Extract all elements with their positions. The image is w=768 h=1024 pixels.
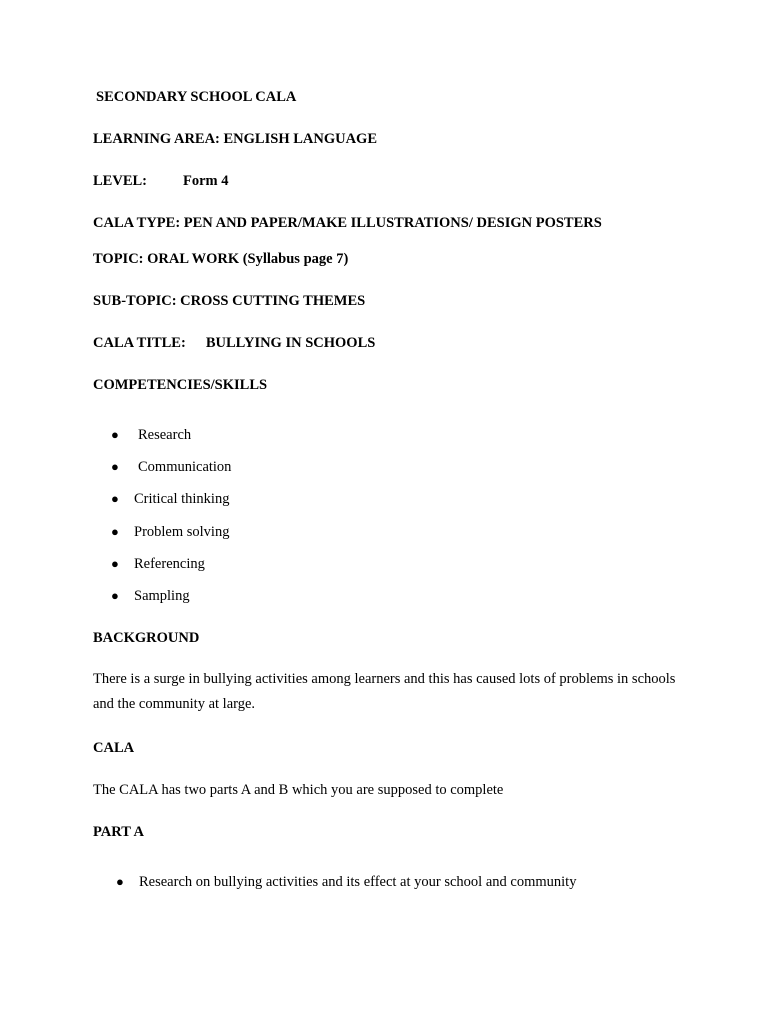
list-item-text: Research on bullying activities and its effect at your school and community bbox=[139, 874, 577, 890]
cala-text: The CALA has two parts A and B which you are supposed to complete bbox=[93, 782, 504, 798]
level-value: Form 4 bbox=[183, 173, 229, 189]
part-a-heading: PART A bbox=[93, 824, 144, 840]
list-item-text: Critical thinking bbox=[134, 491, 230, 507]
background-heading: BACKGROUND bbox=[93, 630, 200, 646]
bullet-icon: ● bbox=[111, 459, 119, 474]
bullet-icon: ● bbox=[111, 491, 119, 506]
list-item-text: Referencing bbox=[134, 556, 205, 572]
list-item-text: Problem solving bbox=[134, 524, 230, 540]
list-item-text: Sampling bbox=[134, 588, 190, 604]
sub-topic: SUB-TOPIC: CROSS CUTTING THEMES bbox=[93, 293, 366, 309]
cala-title-value: BULLYING IN SCHOOLS bbox=[205, 335, 376, 351]
bullet-icon: ● bbox=[111, 524, 119, 539]
competencies-heading: COMPETENCIES/SKILLS bbox=[93, 377, 268, 393]
bullet-icon: ● bbox=[111, 556, 119, 571]
level-label: LEVEL: bbox=[93, 173, 147, 189]
learning-area: LEARNING AREA: ENGLISH LANGUAGE bbox=[93, 131, 378, 147]
bullet-icon: ● bbox=[111, 588, 119, 603]
cala-title-label: CALA TITLE: bbox=[93, 335, 186, 351]
cala-title-line bbox=[93, 334, 375, 352]
list-item-text: Research bbox=[138, 427, 192, 443]
document-title: SECONDARY SCHOOL CALA bbox=[96, 89, 297, 105]
bullet-icon: ● bbox=[116, 874, 124, 889]
cala-heading: CALA bbox=[93, 740, 135, 756]
topic: TOPIC: ORAL WORK (Syllabus page 7) bbox=[93, 251, 349, 267]
level-line bbox=[93, 172, 229, 190]
cala-type: CALA TYPE: PEN AND PAPER/MAKE ILLUSTRATIONS/ DESIGN POSTERS bbox=[93, 215, 602, 231]
bullet-icon: ● bbox=[111, 427, 119, 442]
background-text: There is a surge in bullying activities among learners and this has caused lots of problems in schools and the community at large. bbox=[93, 671, 676, 712]
list-item-text: Communication bbox=[138, 459, 232, 475]
